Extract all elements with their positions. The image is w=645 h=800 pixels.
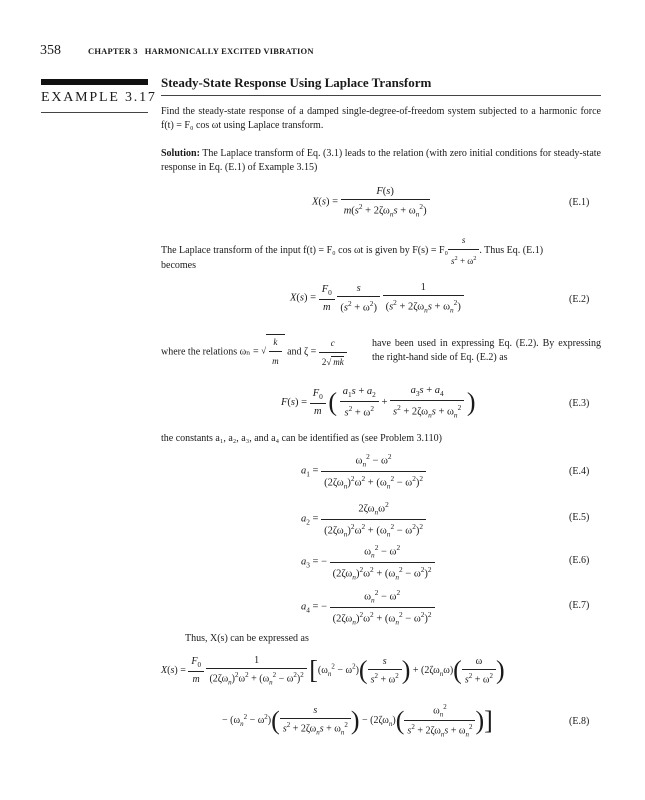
paragraph-becomes: becomes <box>161 260 196 271</box>
equation-number: (E.2) <box>569 294 590 305</box>
equation-number: (E.8) <box>569 716 590 727</box>
solution-label: Solution: <box>161 148 200 159</box>
solution-intro: Solution: The Laplace transform of Eq. (3.1) leads to the relation (with zero initial conditions for steady-state response in Eq. (E.1) of Example 3.15) <box>161 148 601 173</box>
equation-number: (E.1) <box>569 197 590 208</box>
title-rule <box>161 95 601 96</box>
equation-number: (E.4) <box>569 466 590 477</box>
equation-e1: X(s) = $\frac{F(s)}{m(s^2 + 2\zeta\omega_ns + \omega_n^2)}$ <box>312 186 430 219</box>
page-number: 358 <box>40 43 61 58</box>
paragraph-thus: Thus, X(s) can be expressed as <box>185 633 309 644</box>
paragraph-input-transform: The Laplace transform of the input f(t) = F₀ cos ωt is given by F(s) = F₀ $\frac{s}{s^2 + \omega^2}$ . Thus Eq. (E.1) <box>161 235 544 266</box>
equation-e3: F(s) = $\frac{F_0}{m}$ ( $\frac{a_1s + a_2}{s^2 + \omega^2}$ + $\frac{a_3s + a_4}{s^2 + 2\zeta\omega_ns + \omega_n^2}$ ) <box>281 385 476 420</box>
equation-e8-line2: − $(\omega_n^2 - \omega^2)$( $\frac{s}{s^2 + 2\zeta\omega_ns + \omega_n^2}$ ) − $(2\zeta\omega_n)$( $\frac{\omega_n^2}{s^2 + 2\zeta\omega_ns + \omega_n^2}$ )] <box>222 703 493 739</box>
chapter-title: HARMONICALLY EXCITED VIBRATION <box>144 46 314 56</box>
equation-e2: X(s) = $\frac{F_0}{m}$ $\frac{s}{(s^2 + \omega^2)}$ $\frac{1}{(s^2 + 2\zeta\omega_ns + \omega_n^2)}$ <box>290 282 464 315</box>
equation-number: (E.7) <box>569 600 590 611</box>
example-label: EXAMPLE 3.17 <box>41 90 157 105</box>
paragraph-relations: where the relations ωₙ = √ $\frac{k}{m}$ and ζ = $\frac{c}{2√ mk}$ <box>161 334 601 370</box>
equation-e8-line1: X(s) = $\frac{F_0}{m}$ $\frac{1}{(2\zeta\omega_n)^2\omega^2 + (\omega_n^2 - \omega^2)^2}$ [$(\omega_n^2 - \omega^2)$( $\frac{s}{s^2 + \omega^2}$ ) + $(2\zeta\omega_n\omega)$( $\frac{\omega}{s^2 + \omega^2}$ ) <box>161 655 505 687</box>
paragraph-relations-cont: have been used in expressing Eq. (E.2). By expressing the right-hand side of Eq. (E.2) as <box>372 338 601 363</box>
equation-e6: $a_3$ = − $\frac{\omega_n^2 - \omega^2}{(2\zeta\omega_n)^2\omega^2 + (\omega_n^2 - \omega^2)^2}$ <box>301 543 435 581</box>
equation-e7: $a_4$ = − $\frac{\omega_n^2 - \omega^2}{(2\zeta\omega_n)^2\omega^2 + (\omega_n^2 - \omega^2)^2}$ <box>301 588 435 626</box>
running-header <box>88 46 314 56</box>
example-rule <box>41 112 148 113</box>
equation-e5: $a_2$ = $\frac{2\zeta\omega_n\omega^2}{(2\zeta\omega_n)^2\omega^2 + (\omega_n^2 - \omega^2)^2}$ <box>301 500 426 538</box>
example-bar <box>41 79 148 85</box>
paragraph-constants: the constants a₁, a₂, a₃, and a₄ can be identified as (see Problem 3.110) <box>161 433 442 444</box>
problem-statement: Find the steady-state response of a damped single-degree-of-freedom system subjected to a harmonic force f(t) = F₀ cos ωt using Laplace transform. <box>161 106 601 131</box>
example-title: Steady-State Response Using Laplace Transform <box>161 75 432 90</box>
equation-number: (E.6) <box>569 555 590 566</box>
equation-number: (E.5) <box>569 512 590 523</box>
equation-e4: $a_1$ = $\frac{\omega_n^2 - \omega^2}{(2\zeta\omega_n)^2\omega^2 + (\omega_n^2 - \omega^2)^2}$ <box>301 452 426 490</box>
chapter-label: CHAPTER 3 <box>88 46 138 56</box>
equation-number: (E.3) <box>569 398 590 409</box>
